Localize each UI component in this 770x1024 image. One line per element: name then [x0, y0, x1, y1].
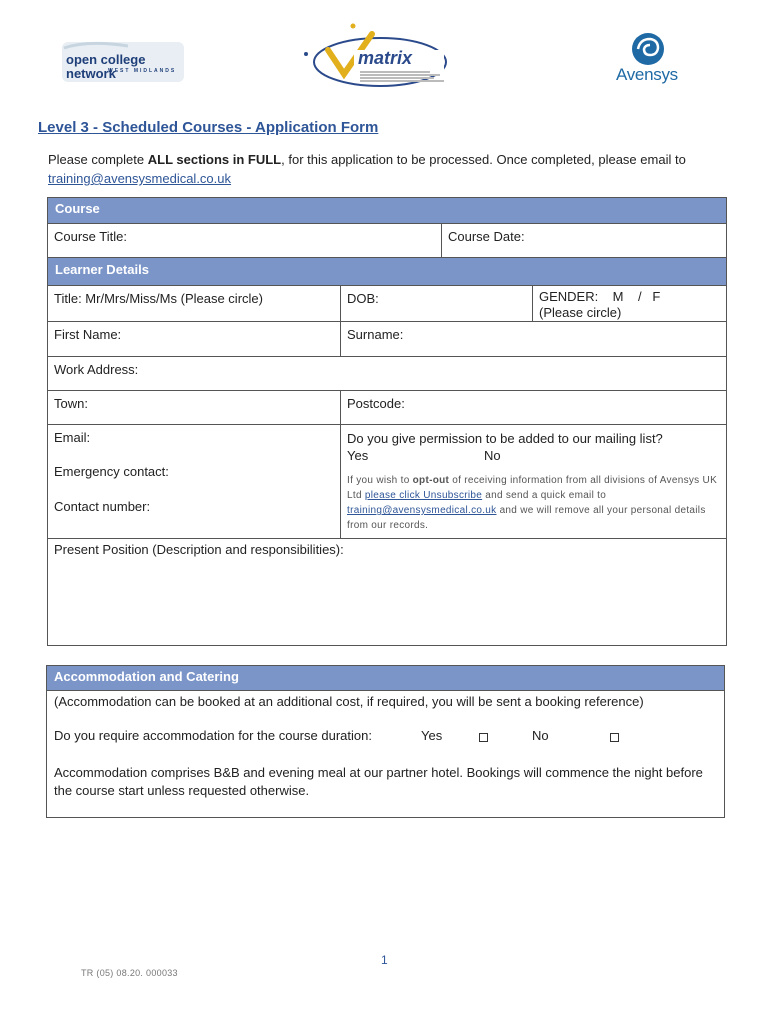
contact-number-label: Contact number: — [54, 499, 151, 514]
accommodation-block — [46, 690, 725, 818]
work-address-label: Work Address: — [54, 362, 139, 377]
opt-out-text-1: If you wish to — [347, 475, 413, 486]
title-label: Title: Mr/Mrs/Miss/Ms (Please circle) — [54, 291, 263, 306]
accommodation-yes-checkbox[interactable] — [479, 733, 488, 742]
accommodation-no-label: No — [532, 728, 549, 743]
document-reference: TR (05) 08.20. 000033 — [81, 968, 178, 978]
accommodation-question: Do you require accommodation for the course duration: — [54, 728, 372, 743]
ocn-logo-subtext: WEST MIDLANDS — [108, 68, 177, 74]
intro-email-link[interactable]: training@avensysmedical.co.uk — [48, 171, 232, 186]
mailing-yes-option[interactable]: Yes — [347, 448, 369, 463]
present-position-label: Present Position (Description and responsibilities): — [54, 542, 344, 557]
emergency-contact-label: Emergency contact: — [54, 464, 169, 479]
accommodation-question-row — [54, 728, 717, 746]
accommodation-no-checkbox[interactable] — [610, 733, 619, 742]
title-field[interactable] — [47, 285, 341, 322]
avensys-swirl-icon — [610, 30, 690, 70]
work-address-field[interactable] — [47, 356, 727, 391]
postcode-field[interactable] — [340, 390, 727, 425]
surname-field[interactable] — [340, 321, 727, 357]
opt-out-email-link[interactable]: training@avensysmedical.co.uk — [347, 505, 497, 516]
course-date-label: Course Date: — [448, 229, 525, 244]
intro-text-2: , for this application to be processed. Once completed, please email to — [281, 152, 686, 167]
first-name-label: First Name: — [54, 327, 122, 342]
unsubscribe-link[interactable]: please click Unsubscribe — [364, 490, 483, 501]
mailing-list-question: Do you give permission to be added to our mailing list? — [347, 431, 663, 446]
intro-paragraph — [48, 150, 708, 188]
course-section-header: Course — [47, 197, 727, 224]
opt-out-text-2: of receiving information from all divisions of Avensys UK Ltd — [347, 475, 718, 501]
avensys-logo — [610, 30, 690, 90]
form-title: Level 3 - Scheduled Courses - Application Form — [38, 119, 379, 136]
avensys-logo-text: Avensys — [616, 65, 678, 84]
opt-out-bold: opt-out — [412, 475, 450, 486]
accommodation-yes-label: Yes — [421, 728, 443, 743]
accommodation-details: Accommodation comprises B&B and evening meal at our partner hotel. Bookings will commence the night before the course start unless requested otherwise. — [54, 765, 703, 798]
town-field[interactable] — [47, 390, 341, 425]
matrix-logo-text: matrix — [358, 48, 413, 68]
accommodation-section-header: Accommodation and Catering — [46, 665, 725, 691]
intro-text-1: Please complete — [48, 152, 148, 167]
mailing-list-options — [347, 447, 720, 464]
course-date-field[interactable] — [441, 223, 727, 258]
email-label: Email: — [54, 430, 91, 445]
matrix-logo — [302, 22, 452, 94]
intro-text-bold: ALL sections in FULL — [147, 152, 282, 167]
opt-out-text-4: and we will remove all your personal details from our records. — [347, 505, 706, 531]
gender-note: (Please circle) — [539, 305, 622, 320]
course-title-label: Course Title: — [54, 229, 127, 244]
opt-out-notice — [347, 473, 720, 533]
ocn-logo-text: open college network — [66, 52, 146, 81]
course-title-field[interactable] — [47, 223, 442, 258]
mailing-list-block — [340, 424, 727, 539]
mailing-no-option[interactable]: No — [484, 448, 501, 463]
present-position-field[interactable] — [47, 538, 727, 646]
contact-details-block — [47, 424, 341, 539]
accommodation-note: (Accommodation can be booked at an additional cost, if required, you will be sent a booking reference) — [54, 694, 644, 709]
postcode-label: Postcode: — [347, 396, 405, 411]
dob-label: DOB: — [347, 291, 379, 306]
gender-label: GENDER: M / F — [539, 289, 661, 304]
town-label: Town: — [54, 396, 88, 411]
matrix-logo-fineprint — [360, 70, 448, 83]
page-number: 1 — [381, 953, 388, 967]
opt-out-text-3: and send a quick email to — [482, 490, 607, 501]
dob-field[interactable] — [340, 285, 533, 322]
surname-label: Surname: — [347, 327, 404, 342]
ocn-logo — [58, 38, 188, 86]
learner-section-header: Learner Details — [47, 257, 727, 286]
gender-field[interactable] — [532, 285, 727, 322]
first-name-field[interactable] — [47, 321, 341, 357]
